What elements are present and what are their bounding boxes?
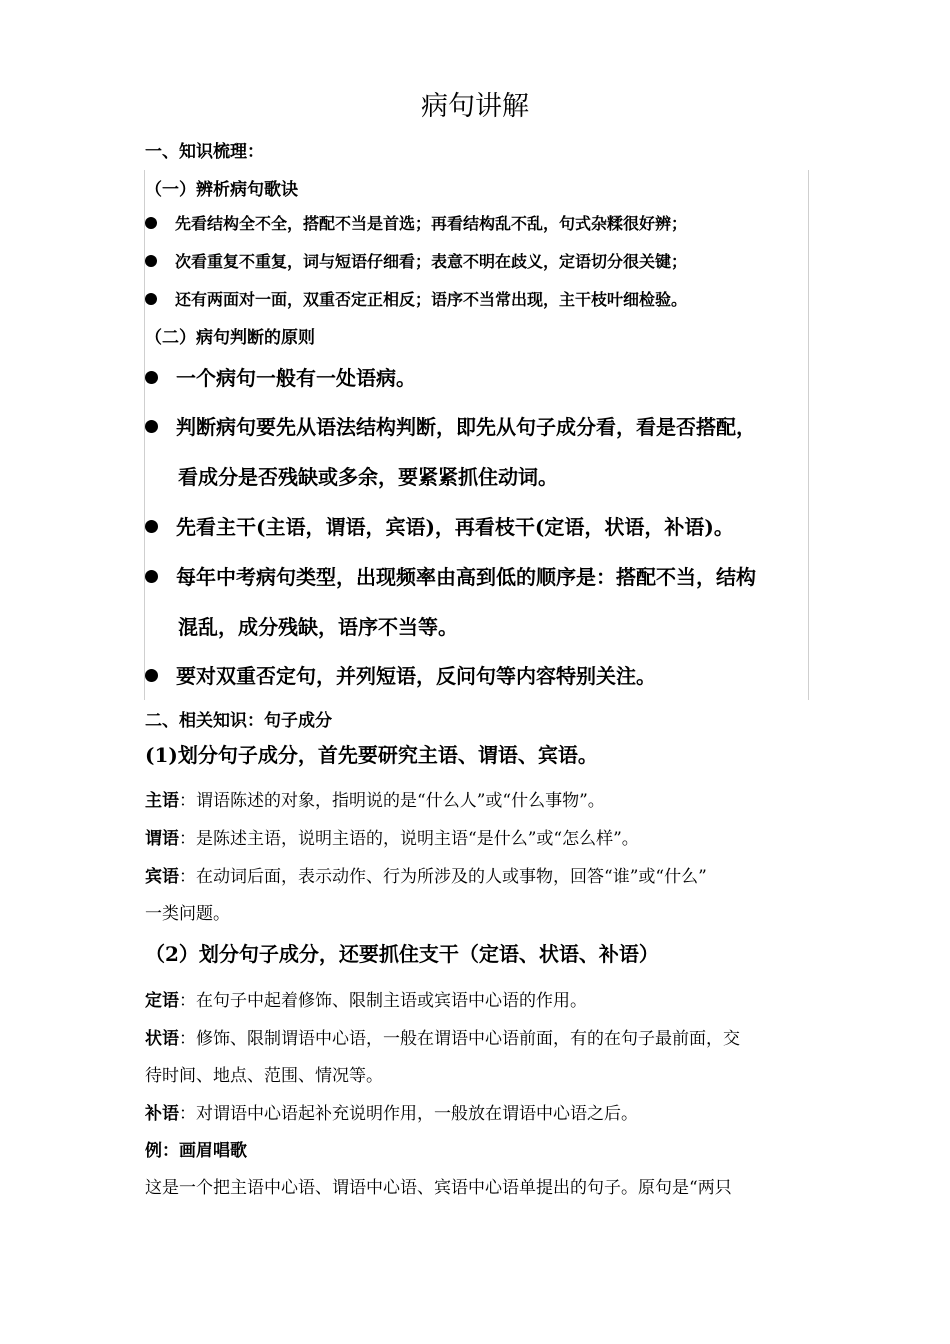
- bullet-icon: [145, 570, 158, 583]
- principle-item: [145, 660, 656, 689]
- page-title: 病句讲解: [421, 91, 529, 122]
- example-label: 例：: [145, 1141, 179, 1161]
- section1-heading: 一、知识梳理：: [145, 142, 264, 162]
- predicate-definition: [145, 824, 639, 849]
- bullet-icon: [145, 520, 158, 533]
- rhyme-item: [145, 249, 687, 272]
- principle-item: [145, 411, 756, 440]
- bullet-icon: [145, 293, 157, 305]
- principle-item: [145, 561, 756, 590]
- attributive-definition: [145, 986, 587, 1011]
- predicate-label: 谓语: [145, 829, 179, 849]
- adverbial-definition-continuation: 待时间、地点、范围、情况等。: [145, 1066, 383, 1086]
- principle-text: 一个病句一般有一处语病。: [176, 366, 416, 390]
- object-label: 宾语: [145, 867, 179, 887]
- principle-text: 判断病句要先从语法结构判断，即先从句子成分看，看是否搭配，: [176, 415, 756, 439]
- box-border-right: [808, 170, 809, 700]
- bullet-icon: [145, 420, 158, 433]
- closing-line: 这是一个把主语中心语、谓语中心语、宾语中心语单提出的句子。原句是“两只: [145, 1178, 732, 1198]
- rhyme-text: 先看结构全不全，搭配不当是首选；再看结构乱不乱，句式杂糅很好辨；: [175, 214, 688, 233]
- attributive-text: ：在句子中起着修饰、限制主语或宾语中心语的作用。: [179, 991, 587, 1011]
- subsection1-heading: （一）辨析病句歌诀: [145, 180, 298, 200]
- example-word: 歌: [230, 1141, 247, 1161]
- example-line: [145, 1136, 247, 1161]
- principle-item: [145, 511, 734, 540]
- adverbial-label: 状语: [145, 1029, 179, 1049]
- object-text: ：在动词后面，表示动作、行为所涉及的人或事物，回答“谁”或“什么”: [179, 867, 707, 887]
- subject-label: 主语: [145, 791, 179, 811]
- complement-text: ：对谓语中心语起补充说明作用，一般放在谓语中心语之后。: [179, 1104, 638, 1124]
- principle-continuation: 混乱，成分残缺，语序不当等。: [178, 615, 458, 639]
- principle-continuation: 看成分是否残缺或多余，要紧紧抓住动词。: [178, 465, 558, 489]
- object-definition: [145, 862, 707, 887]
- complement-label: 补语: [145, 1104, 179, 1124]
- section2-heading: 二、相关知识：句子成分: [145, 711, 332, 731]
- principle-text: 每年中考病句类型，出现频率由高到低的顺序是：搭配不当，结构: [176, 565, 756, 589]
- subsection2-heading: （二）病句判断的原则: [145, 328, 315, 348]
- part2-heading: （2）划分句子成分，还要抓住支干（定语、状语、补语）: [145, 942, 659, 966]
- rhyme-text: 还有两面对一面，双重否定正相反；语序不当常出现，主干枝叶细检验。: [175, 290, 688, 309]
- subject-text: ：谓语陈述的对象，指明说的是“什么人”或“什么事物”。: [179, 791, 605, 811]
- bullet-icon: [145, 255, 157, 267]
- subject-definition: [145, 786, 605, 811]
- complement-definition: [145, 1099, 638, 1124]
- principle-text: 先看主干(主语，谓语，宾语)，再看枝干(定语，状语，补语)。: [176, 515, 734, 539]
- predicate-text: ：是陈述主语，说明主语的，说明主语“是什么”或“怎么样”。: [179, 829, 639, 849]
- adverbial-definition: [145, 1024, 740, 1049]
- example-word: 画眉: [179, 1141, 213, 1161]
- rhyme-item: [145, 211, 687, 234]
- example-word: 唱: [213, 1141, 230, 1161]
- attributive-label: 定语: [145, 991, 179, 1011]
- rhyme-text: 次看重复不重复，词与短语仔细看；表意不明在歧义，定语切分很关键；: [175, 252, 688, 271]
- rhyme-item: [145, 287, 687, 310]
- bullet-icon: [145, 217, 157, 229]
- principle-text: 要对双重否定句，并列短语，反问句等内容特别关注。: [176, 664, 656, 688]
- adverbial-text: ：修饰、限制谓语中心语，一般在谓语中心语前面，有的在句子最前面，交: [179, 1029, 740, 1049]
- part1-heading: (1)划分句子成分，首先要研究主语、谓语、宾语。: [145, 743, 598, 767]
- bullet-icon: [145, 669, 158, 682]
- object-definition-continuation: 一类问题。: [145, 904, 230, 924]
- bullet-icon: [145, 371, 158, 384]
- principle-item: [145, 362, 416, 391]
